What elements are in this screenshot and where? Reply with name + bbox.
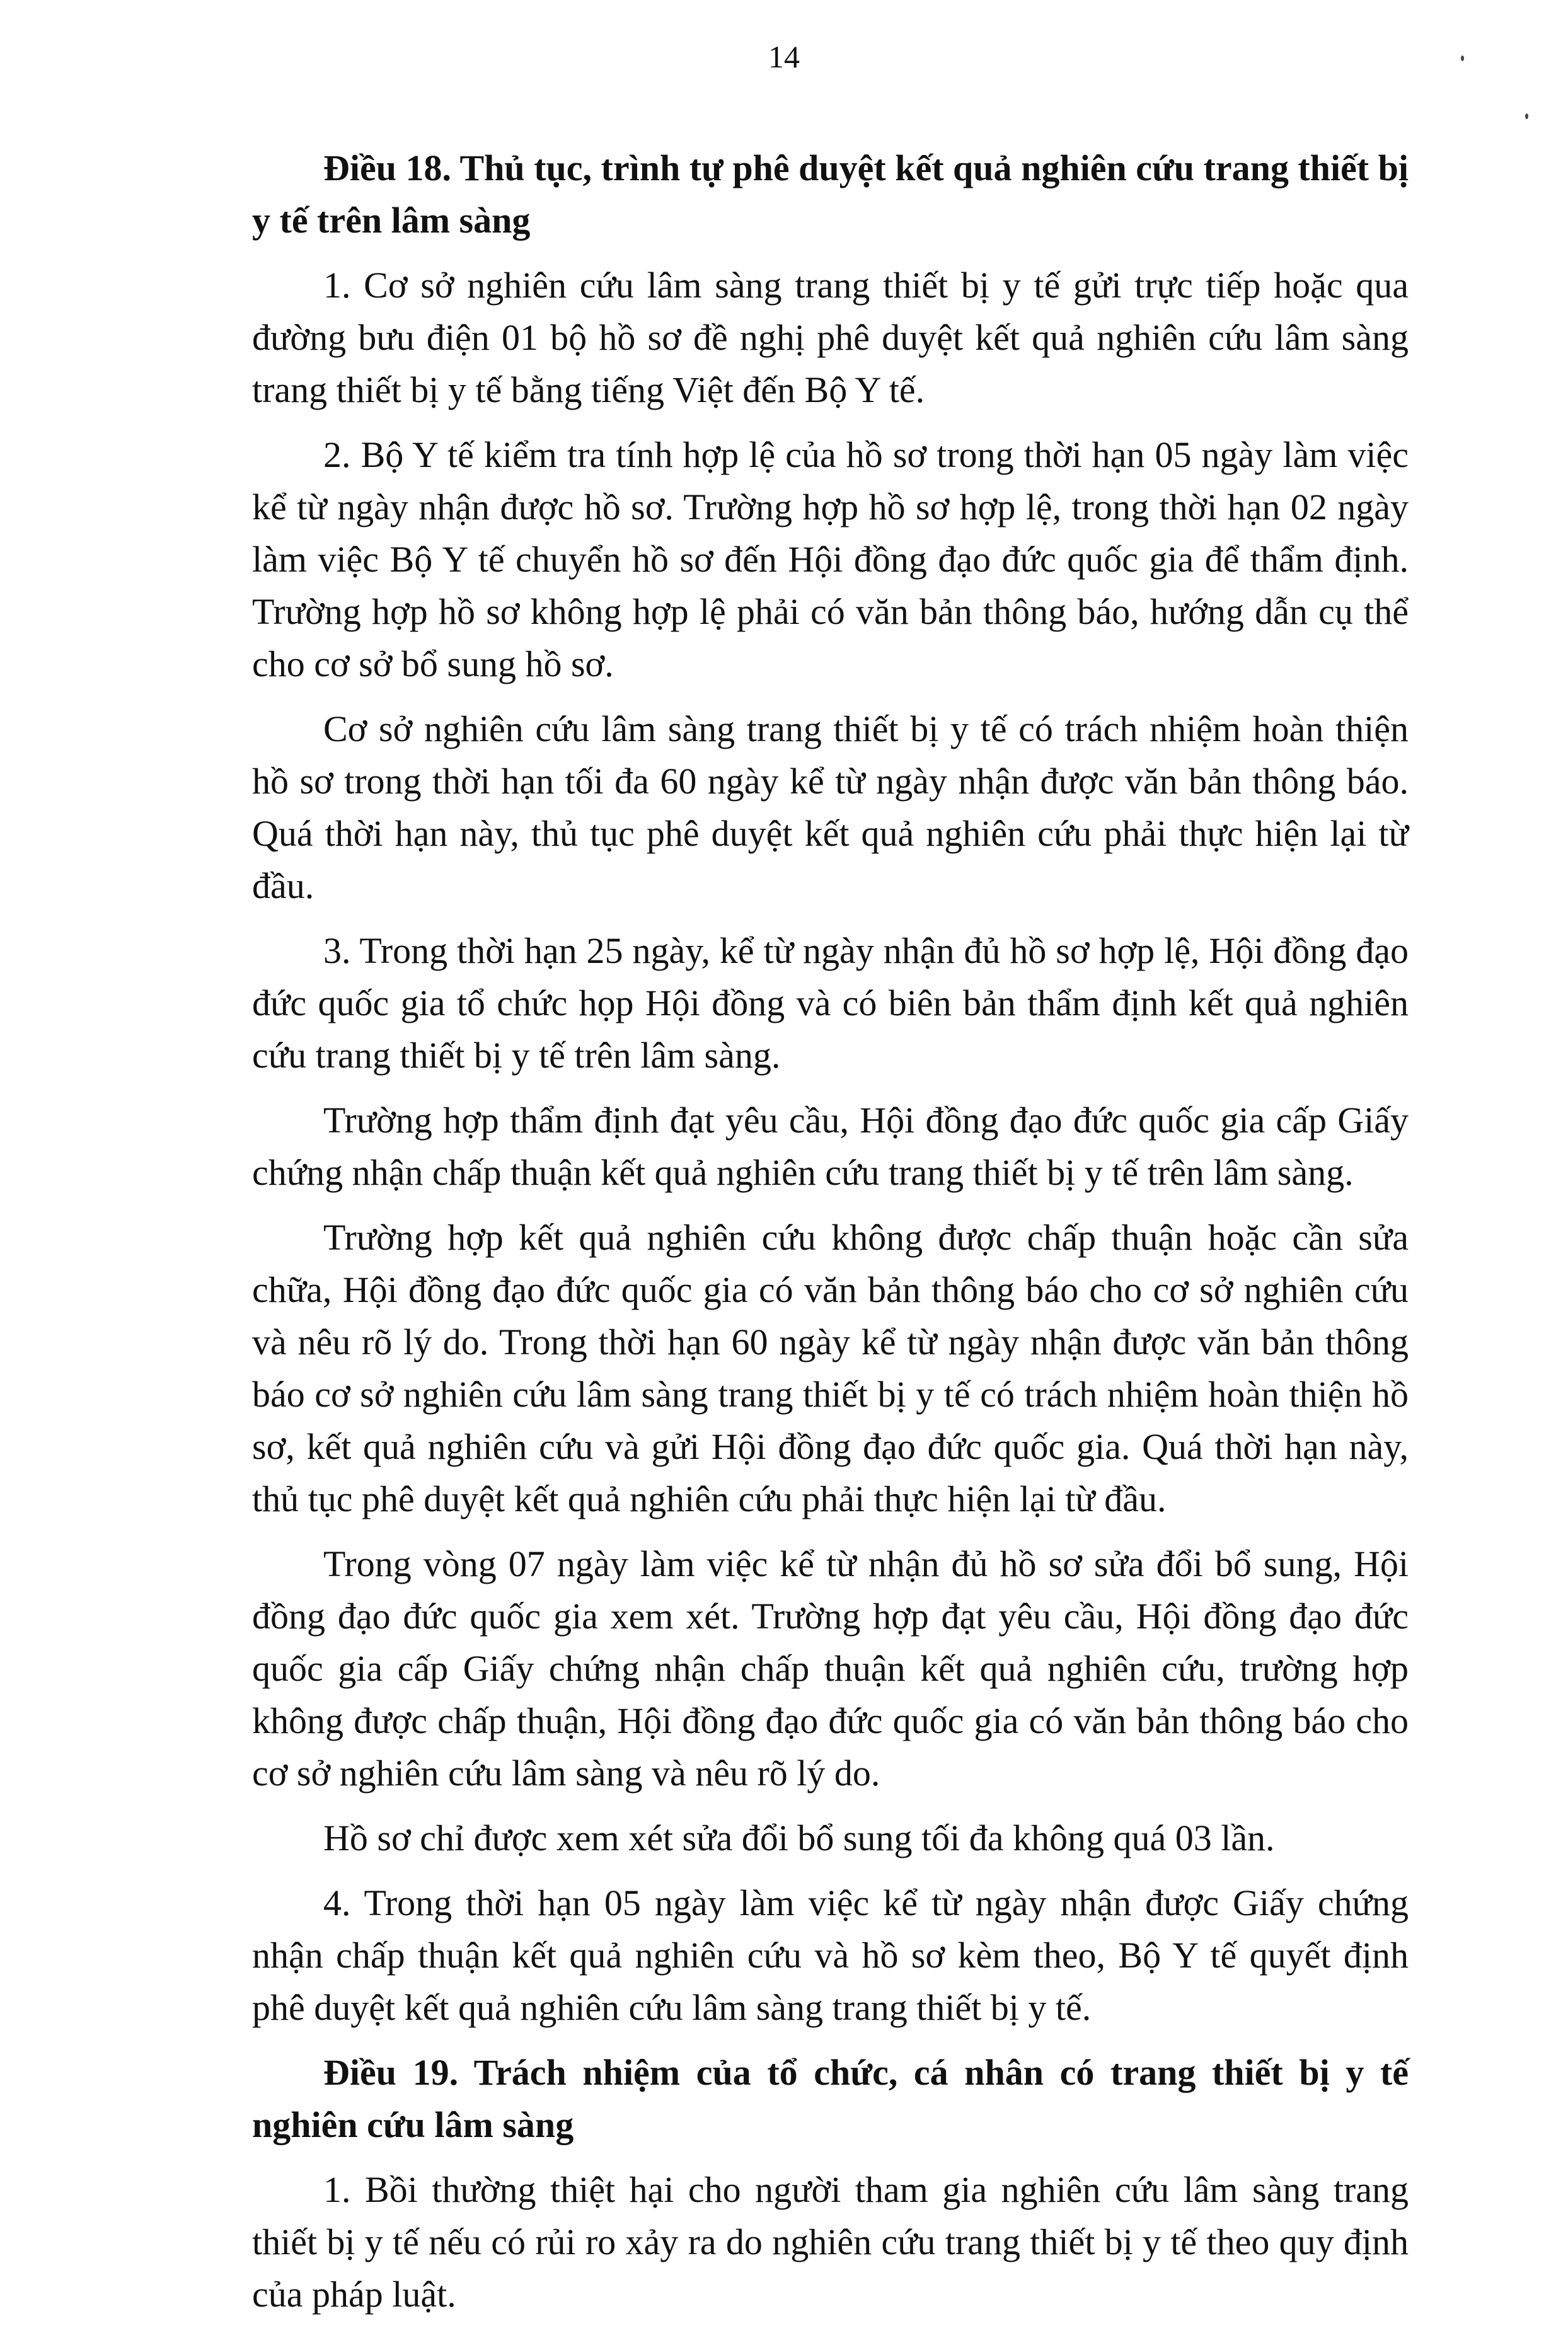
article-18-paragraph: Trường hợp kết quả nghiên cứu không được chấp thuận hoặc cần sửa chữa, Hội đồng đạo đức quốc gia có văn bản thông báo cho cơ sở nghiên cứu và nêu rõ lý do. Trong thời hạn 60 ngày kể từ ngày nhận được văn bản thông báo cơ sở nghiên cứu lâm sàng trang thiết bị y tế có trách nhiệm hoàn thiện hồ sơ, kết quả nghiên cứu và gửi Hội đồng đạo đức quốc gia. Quá thời hạn này, thủ tục phê duyệt kết quả nghiên cứu phải thực hiện lại từ đầu. xyxy=(252,1217,1409,1519)
article-18-heading: Điều 18. Thủ tục, trình tự phê duyệt kết quả nghiên cứu trang thiết bị y tế trên lâm sàng xyxy=(252,147,1409,241)
article-18-paragraph: 3. Trong thời hạn 25 ngày, kể từ ngày nhận đủ hồ sơ hợp lệ, Hội đồng đạo đức quốc gia tổ chức họp Hội đồng và có biên bản thẩm định kết quả nghiên cứu trang thiết bị y tế trên lâm sàng. xyxy=(252,930,1409,1076)
scan-speck xyxy=(1461,55,1464,61)
article-18-paragraph: 4. Trong thời hạn 05 ngày làm việc kể từ ngày nhận được Giấy chứng nhận chấp thuận kết quả nghiên cứu và hồ sơ kèm theo, Bộ Y tế quyết định phê duyệt kết quả nghiên cứu lâm sàng trang thiết bị y tế. xyxy=(252,1882,1409,2028)
article-18-paragraph: 1. Cơ sở nghiên cứu lâm sàng trang thiết bị y tế gửi trực tiếp hoặc qua đường bưu điện 01 bộ hồ sơ đề nghị phê duyệt kết quả nghiên cứu lâm sàng trang thiết bị y tế bằng tiếng Việt đến Bộ Y tế. xyxy=(252,265,1409,410)
page-number: 14 xyxy=(768,39,800,74)
article-19-paragraph: 1. Bồi thường thiệt hại cho người tham gia nghiên cứu lâm sàng trang thiết bị y tế nếu có rủi ro xảy ra do nghiên cứu trang thiết bị y tế theo quy định của pháp luật. xyxy=(252,2169,1409,2315)
article-18-paragraph: Hồ sơ chỉ được xem xét sửa đổi bổ sung tối đa không quá 03 lần. xyxy=(323,1817,1275,1858)
article-18-paragraph: Cơ sở nghiên cứu lâm sàng trang thiết bị y tế có trách nhiệm hoàn thiện hồ sơ trong thời hạn tối đa 60 ngày kể từ ngày nhận được văn bản thông báo. Quá thời hạn này, thủ tục phê duyệt kết quả nghiên cứu phải thực hiện lại từ đầu. xyxy=(252,708,1409,906)
article-18-paragraph: Trường hợp thẩm định đạt yêu cầu, Hội đồng đạo đức quốc gia cấp Giấy chứng nhận chấp thuận kết quả nghiên cứu trang thiết bị y tế trên lâm sàng. xyxy=(252,1100,1409,1193)
scan-speck xyxy=(1525,113,1528,119)
article-18-paragraph: Trong vòng 07 ngày làm việc kể từ nhận đủ hồ sơ sửa đổi bổ sung, Hội đồng đạo đức quốc gia xem xét. Trường hợp đạt yêu cầu, Hội đồng đạo đức quốc gia cấp Giấy chứng nhận chấp thuận kết quả nghiên cứu, trường hợp không được chấp thuận, Hội đồng đạo đức quốc gia có văn bản thông báo cho cơ sở nghiên cứu lâm sàng và nêu rõ lý do. xyxy=(252,1543,1409,1794)
article-19-heading: Điều 19. Trách nhiệm của tổ chức, cá nhân có trang thiết bị y tế nghiên cứu lâm sàng xyxy=(252,2052,1409,2145)
document-body xyxy=(252,142,1409,2333)
article-18-paragraph: 2. Bộ Y tế kiểm tra tính hợp lệ của hồ sơ trong thời hạn 05 ngày làm việc kể từ ngày nhận được hồ sơ. Trường hợp hồ sơ hợp lệ, trong thời hạn 02 ngày làm việc Bộ Y tế chuyển hồ sơ đến Hội đồng đạo đức quốc gia để thẩm định. Trường hợp hồ sơ không hợp lệ phải có văn bản thông báo, hướng dẫn cụ thể cho cơ sở bổ sung hồ sơ. xyxy=(252,434,1409,684)
